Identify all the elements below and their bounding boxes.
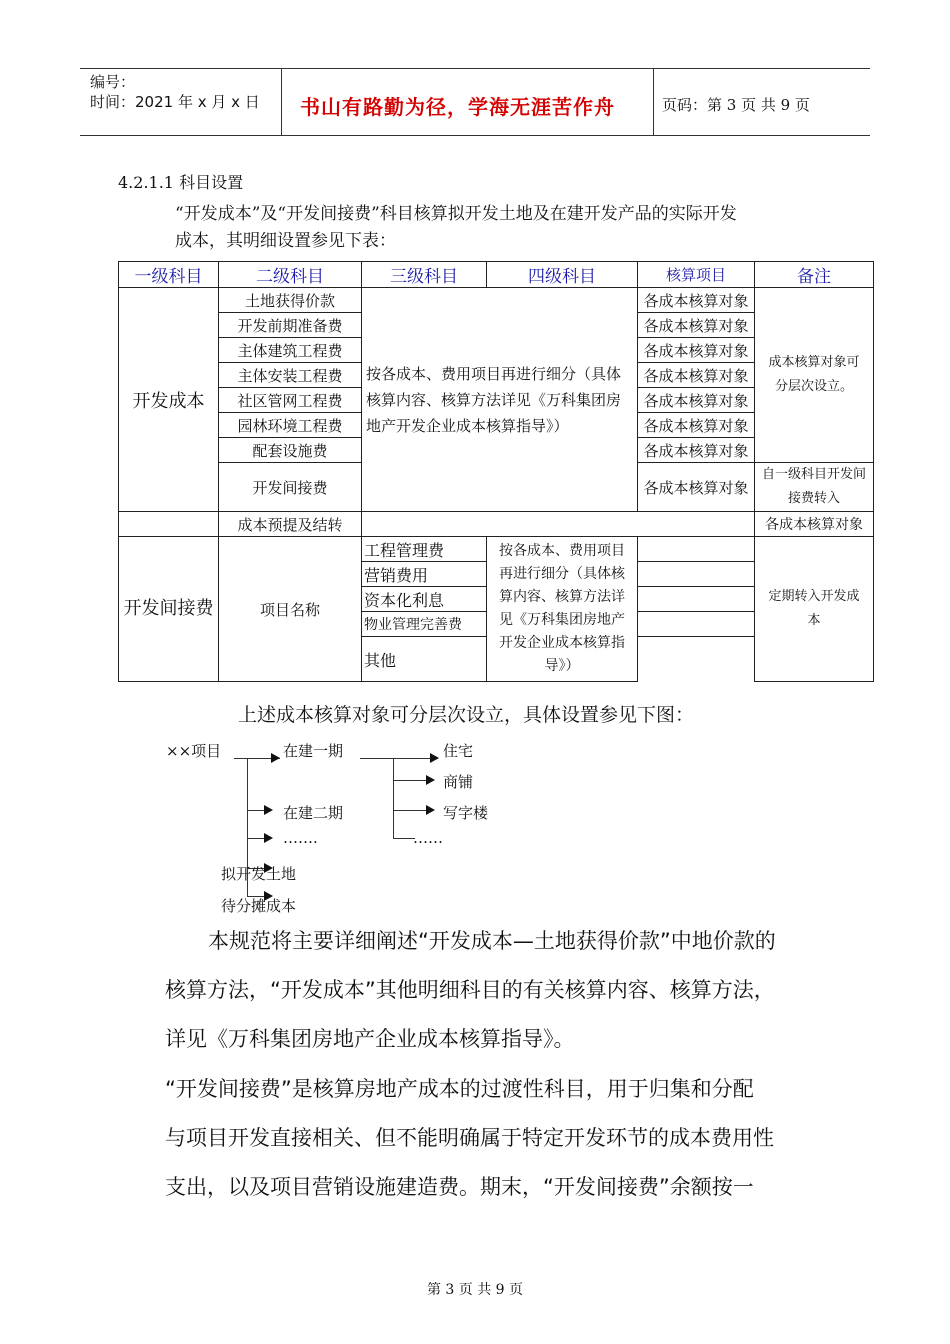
level3-item: 资本化利息 [362,587,487,612]
body-paragraph: 与项目开发直接相关、但不能明确属于特定开发环节的成本费用性 [165,1126,774,1150]
level2-project-name: 项目名称 [219,537,362,682]
col-header: 核算项目 [638,262,755,288]
tree-connector [393,758,394,838]
col-header: 备注 [755,262,874,288]
level3-item: 其他 [362,637,487,682]
arrow-icon [426,805,435,815]
section-intro: 成本，其明细设置参见下表： [175,231,396,251]
doc-time: 时间：2021 年 x 月 x 日 [90,93,260,111]
arrow-icon [271,753,280,763]
arrow-icon [426,775,435,785]
level1-indirect: 开发间接费 [119,537,219,682]
accounting-empty [638,637,755,682]
header-divider [653,68,654,135]
accounting-item: 各成本核算对象 [638,363,755,388]
level2-item: 社区管网工程费 [219,388,362,413]
tree-leaf: 写字楼 [443,804,489,822]
arrow-icon [264,833,273,843]
level3-item: 物业管理完善费 [362,612,487,637]
header-top-rule [80,68,870,69]
remark-indirect-transfer: 定期转入开发成本 [755,537,874,682]
accounting-empty [638,562,755,587]
accounting-item: 各成本核算对象 [638,338,755,363]
level1-dev-cost: 开发成本 [119,288,219,512]
tree-leaf: 住宅 [443,742,474,760]
accounting-empty [638,612,755,637]
remark-main: 成本核算对象可分层次设立。 [755,288,874,463]
level3-desc: 按各成本、费用项目再进行细分（具体核算内容、核算方法详见《万科集团房地产开发企业成本核算指导》） [362,288,638,512]
col-header: 二级科目 [219,262,362,288]
level4-desc: 按各成本、费用项目再进行细分（具体核算内容、核算方法详见《万科集团房地产开发企业成本核算指导》） [487,537,638,682]
level2-item: 主体建筑工程费 [219,338,362,363]
tree-root: ××项目 [166,742,222,760]
level2-item: 配套设施费 [219,438,362,463]
accounting-empty [638,537,755,562]
body-paragraph: 支出，以及项目营销设施建造费。期末，“开发间接费”余额按一 [165,1175,754,1199]
level3-item: 营销费用 [362,562,487,587]
level2-item: 开发前期准备费 [219,313,362,338]
tree-phase-more: ……. [283,829,318,847]
header-page-info: 页码：第 3 页 共 9 页 [662,96,810,114]
tree-pending: 待分摊成本 [221,897,297,915]
account-table [118,261,874,682]
remark-indirect: 自一级科目开发间接费转入 [755,463,874,512]
accounting-item: 各成本核算对象 [638,388,755,413]
body-paragraph: 核算方法，“开发成本”其他明细科目的有关核算内容、核算方法， [165,978,775,1002]
level3-item: 工程管理费 [362,537,487,562]
col-header: 四级科目 [487,262,638,288]
tree-phase2: 在建二期 [283,804,344,822]
level2-item: 成本预提及结转 [219,512,362,537]
accounting-item: 各成本核算对象 [638,288,755,313]
section-intro: “开发成本”及“开发间接费”科目核算拟开发土地及在建开发产品的实际开发 [175,204,737,224]
tree-connector [393,838,415,839]
level2-item: 主体安装工程费 [219,363,362,388]
tree-leaf: 商铺 [443,773,474,791]
tree-land: 拟开发土地 [221,865,297,883]
arrow-icon [430,753,439,763]
tree-connector [360,758,438,759]
accounting-item: 各成本核算对象 [638,413,755,438]
body-paragraph: “开发间接费”是核算房地产成本的过渡性科目，用于归集和分配 [165,1077,754,1101]
arrow-icon [264,805,273,815]
body-paragraph: 详见《万科集团房地产企业成本核算指导》。 [165,1027,575,1051]
col-header: 三级科目 [362,262,487,288]
accounting-empty [638,587,755,612]
level2-item: 园林环境工程费 [219,413,362,438]
body-paragraph: 本规范将主要详细阐述“开发成本—土地获得价款”中地价款的 [208,929,776,953]
empty-cell [362,512,755,537]
doc-number: 编号： [90,73,136,91]
section-title: 4.2.1.1 科目设置 [118,173,244,192]
page-footer: 第 3 页 共 9 页 [426,1282,524,1298]
level1-empty [119,512,219,537]
header-bottom-rule [80,135,870,136]
tree-leaf-more: …… [413,829,443,847]
accounting-item: 各成本核算对象 [638,463,755,512]
level2-item: 开发间接费 [219,463,362,512]
tree-caption: 上述成本核算对象可分层次设立，具体设置参见下图： [238,704,695,726]
accounting-item: 各成本核算对象 [755,512,874,537]
header-motto: 书山有路勤为径，学海无涯苦作舟 [300,95,615,119]
col-header: 一级科目 [119,262,219,288]
table-header-row [119,262,874,288]
header-divider [281,68,282,135]
tree-phase1: 在建一期 [283,742,344,760]
level2-item: 土地获得价款 [219,288,362,313]
accounting-item: 各成本核算对象 [638,313,755,338]
accounting-item: 各成本核算对象 [638,438,755,463]
